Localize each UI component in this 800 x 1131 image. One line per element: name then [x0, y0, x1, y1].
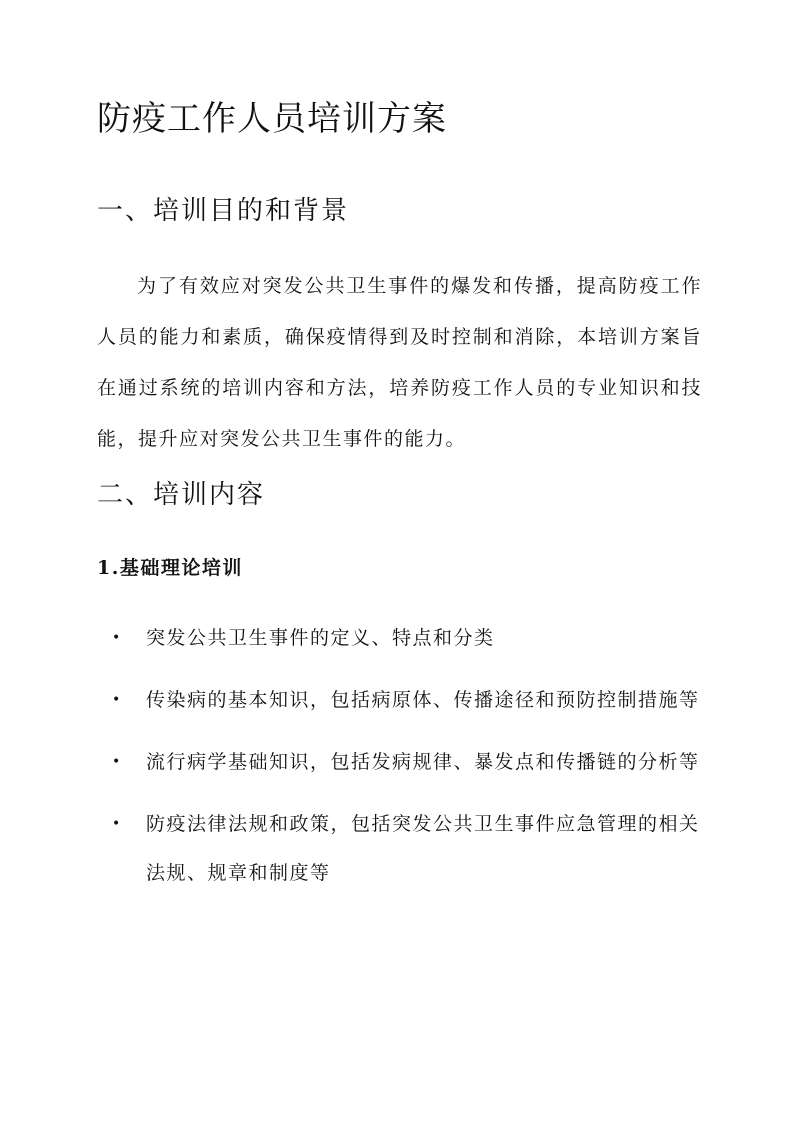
bullet-icon: •: [112, 630, 122, 646]
section-heading-content: 二、培训内容: [97, 480, 266, 510]
list-item: [112, 614, 702, 663]
list-item-text: 流行病学基础知识，包括发病规律、暴发点和传播链的分析等: [146, 751, 700, 773]
list-item-text: 突发公共卫生事件的定义、特点和分类: [146, 627, 495, 649]
bullet-icon: •: [112, 816, 122, 832]
list-item-text: 传染病的基本知识，包括病原体、传播途径和预防控制措施等: [146, 689, 700, 711]
document-title: 防疫工作人员培训方案: [97, 99, 447, 139]
subsection-heading-theory: 1.基础理论培训: [97, 557, 243, 579]
list-item: [112, 800, 702, 898]
bullet-icon: •: [112, 754, 122, 770]
list-item: [112, 676, 702, 725]
bullet-icon: •: [112, 692, 122, 708]
section-heading-purpose: 一、培训目的和背景: [97, 196, 350, 226]
list-item-text: 防疫法律法规和政策，包括突发公共卫生事件应急管理的相关法规、规章和制度等: [146, 813, 700, 884]
list-item: [112, 738, 702, 787]
theory-bullet-list: [112, 614, 702, 911]
purpose-paragraph: 为了有效应对突发公共卫生事件的爆发和传播，提高防疫工作人员的能力和素质，确保疫情得到及时控制和消除，本培训方案旨在通过系统的培训内容和方法，培养防疫工作人员的专业知识和技能，提升应对突发公共卫生事件的能力。: [97, 275, 702, 450]
